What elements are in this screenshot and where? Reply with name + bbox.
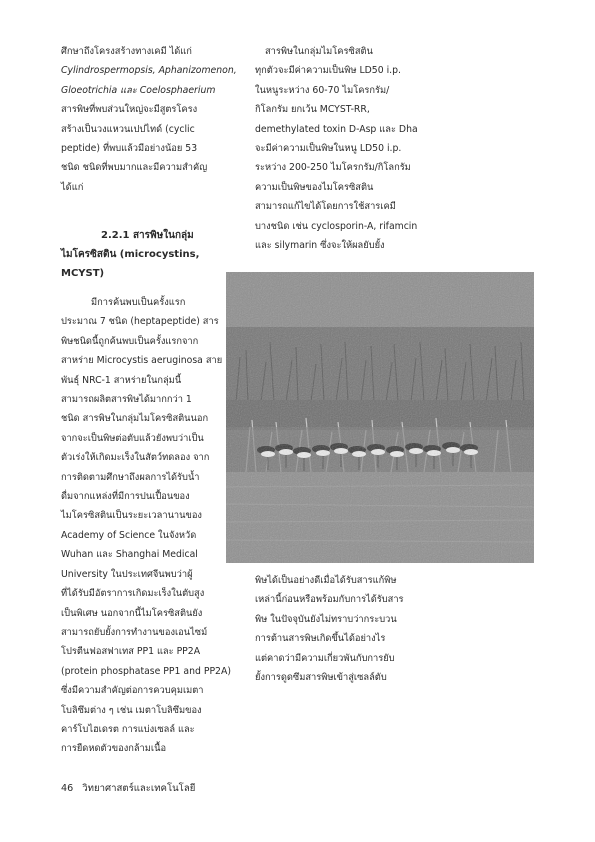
text-line: สาหร่าย Microcystis aeruginosa สาย — [61, 355, 223, 367]
right-column-top — [255, 42, 418, 255]
text-line: ประมาณ 7 ชนิด (heptapeptide) สาร — [61, 316, 219, 328]
text-line: บางชนิด เช่น cyclosporin-A, rifamcin — [255, 220, 418, 232]
text-line: ยั้งการดูดซึมสารพิษเข้าสู่เซลล์ตับ — [255, 672, 387, 684]
text-line: Wuhan และ Shanghai Medical — [61, 549, 198, 561]
heading-line: MCYST) — [61, 268, 105, 279]
text-line: แต่คาดว่ามีความเกี่ยวพันกับการยับ — [255, 652, 395, 664]
text-line: พิษได้เป็นอย่างดีเมื่อได้รับสารแก้พิษ — [255, 575, 397, 586]
text-line: ระหว่าง 200-250 ไมโครกรัม/กิโลกรัม — [255, 162, 411, 174]
text-line: โปรตีนฟอสฟาเทส PP1 และ PP2A — [61, 646, 201, 658]
text-line: โบลิซึมต่าง ๆ เช่น เมตาโบลิซึมของ — [61, 704, 202, 716]
text-line: จากจะเป็นพิษต่อตับแล้วยังพบว่าเป็น — [61, 432, 204, 444]
text-line: สารพิษที่พบส่วนใหญ่จะมีสูตรโครง — [61, 104, 198, 116]
text-line: Gloeotrichia และ Coelosphaerium — [61, 84, 216, 96]
text-line: ทุกตัวจะมีค่าความเป็นพิษ LD50 i.p. — [255, 65, 401, 77]
text-line: demethylated toxin D-Asp และ Dha — [255, 123, 418, 135]
text-line: เหล่านี้ก่อนหรือพร้อมกับการได้รับสาร — [255, 594, 404, 606]
text-line: peptide) ที่พบแล้วมีอย่างน้อย 53 — [61, 143, 198, 155]
left-column-intro — [61, 42, 237, 197]
text-line: การติดตามศึกษาถึงผลการได้รับน้ำ — [61, 471, 200, 483]
text-line: สร้างเป็นวงแหวนเปปไทด์ (cyclic — [61, 123, 195, 135]
text-line: พันธุ์ NRC-1 สาหร่ายในกลุ่มนี้ — [61, 374, 182, 386]
text-line: สามารถแก้ไขได้โดยการใช้สารเคมี — [255, 201, 396, 213]
text-line: จะมีค่าความเป็นพิษในหนู LD50 i.p. — [255, 143, 402, 155]
text-line: สารพิษในกลุ่มไมโครซิสติน — [265, 46, 373, 57]
text-line: ที่ได้รับมีอัตราการเกิดมะเร็งในตับสูง — [61, 588, 205, 600]
text-line: ชนิด ชนิดที่พบมากและมีความสำคัญ — [61, 162, 208, 174]
text-line: กิโลกรัม ยกเว้น MCYST-RR, — [255, 104, 370, 116]
section-heading — [61, 226, 199, 283]
text-line: พิษชนิดนี้ถูกค้นพบเป็นครั้งแรกจาก — [61, 335, 199, 347]
text-line: ความเป็นพิษของไมโครซิสติน — [255, 181, 374, 193]
text-line: การต้านสารพิษเกิดขึ้นได้อย่างไร — [255, 633, 386, 645]
text-line: ไมโครซิสตินเป็นระยะเวลานานของ — [61, 510, 202, 522]
text-line: สามารถผลิตสารพิษได้มากกว่า 1 — [61, 394, 192, 406]
wetland-birds-photo — [226, 272, 534, 563]
heading-line: 2.2.1 สารพิษในกลุ่ม — [101, 230, 194, 241]
text-line: และ silymarin ซึ่งจะให้ผลยับยั้ง — [255, 240, 385, 252]
text-line: ในหนูระหว่าง 60-70 ไมโครกรัม/ — [255, 84, 390, 96]
text-line: (protein phosphatase PP1 and PP2A) — [61, 665, 231, 677]
text-line: ชนิด สารพิษในกลุ่มไมโครซิสตินนอก — [61, 413, 209, 425]
text-line: ได้แก่ — [61, 181, 84, 193]
text-line: ตัวเร่งให้เกิดมะเร็งในสัตว์ทดลอง จาก — [61, 452, 210, 464]
photo-illustration — [226, 272, 534, 563]
text-line: สามารถยับยั้งการทำงานของเอนไซม์ — [61, 626, 208, 638]
left-column-body — [61, 293, 231, 759]
text-line: เป็นพิเศษ นอกจากนี้ไมโครซิสตินยัง — [61, 607, 203, 619]
text-line: Academy of Science ในจังหวัด — [61, 529, 197, 541]
journal-name: วิทยาศาสตร์และเทคโนโลยี — [82, 783, 196, 794]
text-line: ซึ่งมีความสำคัญต่อการควบคุมเมตา — [61, 685, 204, 697]
text-line: มีการค้นพบเป็นครั้งแรก — [91, 297, 186, 308]
text-line: คาร์โบไฮเดรต การแบ่งเซลล์ และ — [61, 723, 195, 735]
page-number: 46 — [61, 783, 74, 794]
text-line: พิษ ในปัจจุบันยังไม่ทราบว่ากระบวน — [255, 613, 397, 625]
text-line: การยืดหดตัวของกล้ามเนื้อ — [61, 743, 167, 755]
right-column-bottom — [255, 571, 404, 687]
heading-line: ไมโครซิสติน (microcystins, — [61, 249, 200, 260]
text-line: Cylindrospermopsis, Aphanizomenon, — [61, 65, 237, 77]
text-line: University ในประเทศจีนพบว่าผู้ — [61, 568, 193, 580]
page-footer — [61, 781, 201, 796]
text-line: ศึกษาถึงโครงสร้างทางเคมี ได้แก่ — [61, 46, 192, 57]
text-line: ดื่มจากแหล่งที่มีการปนเปื้อนของ — [61, 491, 190, 503]
